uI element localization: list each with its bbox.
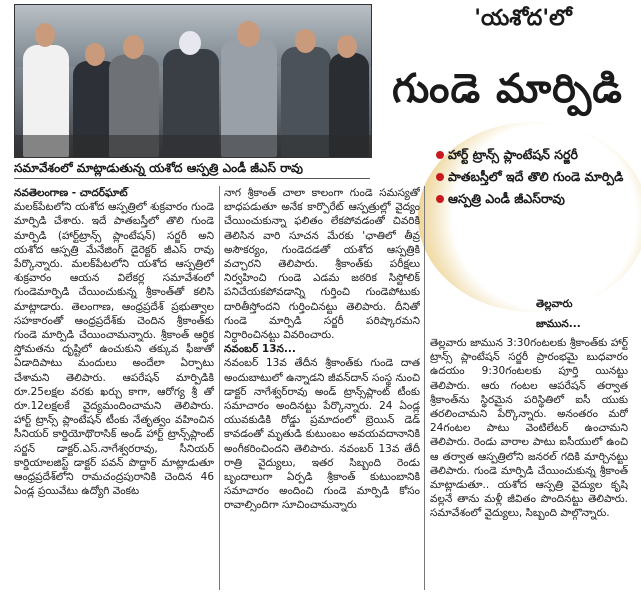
photo-caption: సమావేశంలో మాట్లాడుతున్న యశోద ఆస్పత్రి ఎండీ జీఎస్‌ రావు <box>14 161 304 175</box>
dateline: నవతెలంగాణ - చాదర్‌ఘాట్‌ <box>14 187 128 199</box>
reporter-credit: తెల్లవారు <box>536 298 573 310</box>
article-column-1 <box>14 186 214 592</box>
press-meet-photo <box>14 4 372 158</box>
headline-kicker: 'యశోద'లో <box>474 6 572 31</box>
bullet-dot-icon <box>436 173 444 181</box>
body-text: నాగ శ్రీకాంత్‌ చాలా కాలంగా గుండె సమస్యతో బాధపడుతూ అనేక కార్పొరేట్‌ ఆస్పత్రుల్లో వైద్యం చేయించుకున్నా ఫలితం లేకపోవడంతో చివరికి తెలిసిన వారి సూచన మేరకు 'ఛాతిలో తీవ్ర అసౌకర్యం, గుండెదడతో యశోద ఆస్పత్రికి వచ్చారని తెలిపారు. శ్రీకాంత్‌కు పరీక్షలు నిర్వహించి గుండె ఎడమ జఠరిక సిస్టోలిక్‌ పనిచేయకపోవడాన్ని గుర్తించి గుండెపోటుకు దారితీస్తోందని గుర్తించినట్టు తెలిపారు. దీనితో గుండె మార్పిడి సర్జరీ పరిష్కారమని నిర్ధారించినట్టు వివరించారు. <box>224 187 420 342</box>
article-column-3 <box>430 336 628 592</box>
highlight-item: పాతబస్తీలో ఇదే తొలి గుండె మార్పిడి <box>436 168 636 186</box>
caption-rule <box>14 178 370 179</box>
subheading: జామున... <box>536 318 581 330</box>
highlight-item: హార్ట్‌ ట్రాన్స్‌ ప్లాంటేషన్‌ సర్జరీ <box>436 146 636 164</box>
column-divider <box>424 186 425 590</box>
body-text: నవంబర్‌ 13వ తేదీన శ్రీకాంత్‌కు గుండె దాత అందుబాటులో ఉన్నాడని జీవన్‌దాన్‌ సంస్థ నుంచి డాక్టర్‌ నాగేశ్వర్‌రావు అండ్‌ ట్రాన్స్‌ప్లాంట్‌ టీంకు సమాచారం అందినట్టు పేర్కొన్నారు. 24 ఏండ్ల యువకుడికి రోడ్డు ప్రమాదంలో బ్రెయిన్‌ డెడ్‌ కావడంతో మృతుడి కుటుంబం అవయవదానానికి అంగీకరించిందని తెలిపారు. నవంబర్‌ 13వ తేదీ రాత్రి వైద్యులు, ఇతర సిబ్బంది రెండు బృందాలుగా ఏర్పడి శ్రీకాంత్‌ కుటుంబానికి సమాచారం అందించి గుండె మార్పిడి కోసం రావాల్సిందిగా సూచించామన్నారు <box>224 357 420 512</box>
bullet-dot-icon <box>436 151 444 159</box>
headline-title: గుండె మార్పిడి <box>392 66 623 112</box>
highlights-list <box>436 146 636 212</box>
article-column-2 <box>224 186 420 592</box>
body-text: మలక్‌పేటలోని యశోద ఆస్పత్రిలో శుక్రవారం గుండె మార్పిడి చేశారు. ఇదే పాతబస్తీలో తొలి గుండె మార్పిడి (హార్ట్‌ట్రాన్స్‌ ప్లాంటేషన్‌) సర్జరీ అని యశోద ఆస్పత్రి మేనేజింగ్‌ డైరెక్టర్‌ జీఎస్‌ రావు పేర్కొన్నారు. మలక్‌పేటలోని యశోద ఆస్పత్రిలో శుక్రవారం ఆయన విలేకర్ల సమావేశంలో గుండెమార్పిడి చేయించుకున్న శ్రీకాంత్‌తో కలిసి మాట్లాడారు. తెలంగాణ, ఆంధ్రప్రదేశ్‌ ప్రభుత్వాల సహకారంతో ఆంధ్రప్రదేశ్‌కు చెందిన శ్రీకాంత్‌కు గుండె మార్పిడి చేయించామన్నారు. శ్రీకాంత్‌ ఆర్థిక స్తోమతను దృష్టిలో ఉంచుకుని తక్కువ ఫీజుతో ఏడాదిపాటు మందులు అందేలా ఏర్పాటు చేశామని తెలిపారు. ఆపరేషన్‌ మార్పిడికి రూ.25లక్షల వరకు ఖర్చు కాగా, ఆరోగ్య శ్రీ తో రూ.12లక్షలకే వైద్యమందించామని తెలిపారు. హార్ట్‌ ట్రాన్స్‌ ప్లాంటేషన్‌ టీంకు నేతృత్వం వహించిన సీనియర్‌ కార్డియోథొరాసిక్‌ అండ్‌ హార్ట్‌ ట్రాన్స్‌ప్లాంట్‌ సర్జన్‌ డాక్టర్‌.ఎస్‌.నాగేశ్వరరావు, సీనియర్‌ కార్డియాలజిస్ట్‌ డాక్టర్‌ పవన్‌ పొద్దార్‌ మాట్లాడుతూ ఆంధ్రప్రదేశ్‌లోని రామచంద్రపురానికి చెందిన 46 ఏండ్ల ప్రయివేటు ఉద్యోగి వెంకట <box>14 201 214 498</box>
body-text: తెల్లవారు జామున 3:30గంటలకు శ్రీకాంత్‌కు హార్ట్‌ ట్రాన్స్‌ ప్లాంటేషన్‌ సర్జరీ ప్రారంభమై బుధవారం ఉదయం 9:30గంటలకు పూర్తి యినట్టు తెలిపారు. ఆరు గంటల ఆపరేషన్‌ తర్వాత శ్రీకాంత్‌ను స్థిరమైన పరిస్థితిలో ఐసీ యుకు తరలించామని పేర్కొన్నారు. అనంతరం మరో 24గంటల పాటు వెంటిలేటర్‌ ఉంచామని తెలిపారు. రెండు వారాల పాటు ఐసీయులో ఉంచి ఆ తర్వాత ఆస్పత్రిలోని జనరల్‌ గదికి మార్చినట్టు తెలిపారు. గుండె మార్పిడి చేయించుకున్న శ్రీకాంత్‌ మాట్లాడుతూ.. యశోద ఆస్పత్రి వైద్యుల కృషి వల్లనే తాను మళ్లీ జీవితం పొందినట్టు తెలిపారు. సమావేశంలో వైద్యులు, సిబ్బంది పాల్గొన్నారు. <box>430 337 628 520</box>
highlight-item: ఆస్పత్రి ఎండీ జీఎస్‌రావు <box>436 190 636 208</box>
column-divider <box>219 186 220 590</box>
bullet-dot-icon <box>436 195 444 203</box>
subheading: నవంబర్‌ 13న... <box>224 343 296 356</box>
